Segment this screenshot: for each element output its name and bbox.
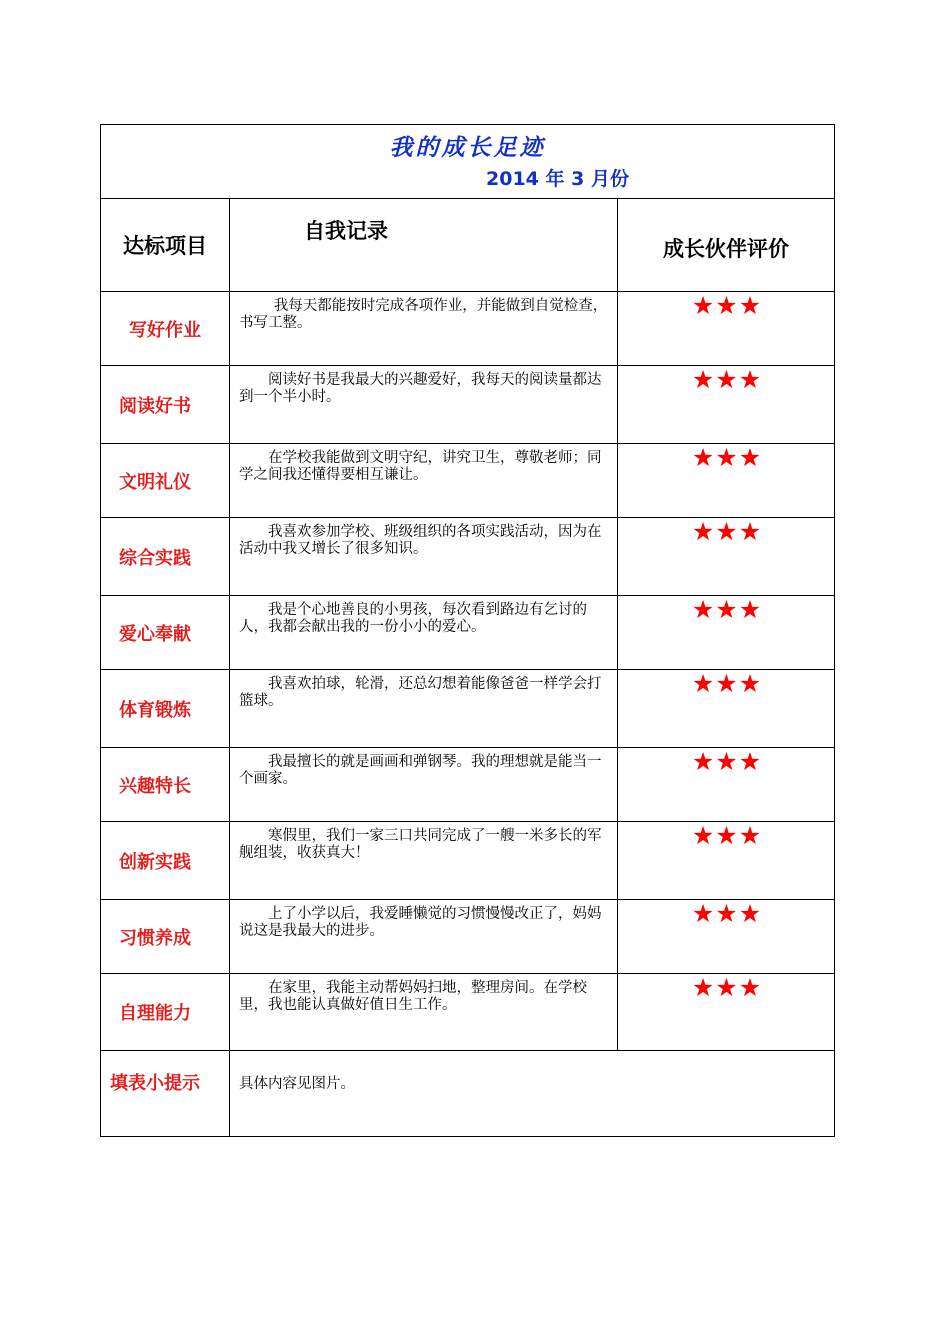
- header-evaluation: 成长伙伴评价: [618, 199, 835, 292]
- table-row: [101, 900, 835, 974]
- star-rating-icon: ★★★: [691, 899, 763, 928]
- table-row: [101, 518, 835, 596]
- row-record-text: 我喜欢参加学校、班级组织的各项实践活动，因为在活动中我又增长了很多知识。: [230, 518, 618, 596]
- table-row: [101, 822, 835, 900]
- row-evaluation: [618, 670, 835, 748]
- row-item-label: 兴趣特长: [101, 748, 230, 822]
- row-item-label: 写好作业: [101, 292, 230, 366]
- title-cell: [101, 125, 835, 199]
- row-evaluation: [618, 292, 835, 366]
- tip-text: 具体内容见图片。: [230, 1051, 835, 1137]
- star-rating-icon: ★★★: [691, 365, 763, 394]
- row-record-text: 上了小学以后，我爱睡懒觉的习惯慢慢改正了，妈妈说这是我最大的进步。: [230, 900, 618, 974]
- row-item-label: 习惯养成: [101, 900, 230, 974]
- row-item-label: 创新实践: [101, 822, 230, 900]
- table-row: [101, 596, 835, 670]
- star-rating-icon: ★★★: [691, 595, 763, 624]
- table-row: [101, 670, 835, 748]
- row-evaluation: [618, 900, 835, 974]
- row-evaluation: [618, 444, 835, 518]
- row-record-text: 我喜欢拍球，轮滑，还总幻想着能像爸爸一样学会打篮球。: [230, 670, 618, 748]
- star-rating-icon: ★★★: [691, 821, 763, 850]
- table-row: [101, 444, 835, 518]
- row-item-label: 阅读好书: [101, 366, 230, 444]
- star-rating-icon: ★★★: [691, 517, 763, 546]
- star-rating-icon: ★★★: [691, 669, 763, 698]
- header-item: 达标项目: [101, 199, 230, 292]
- row-item-label: 文明礼仪: [101, 444, 230, 518]
- row-evaluation: [618, 748, 835, 822]
- tip-row: [101, 1051, 835, 1137]
- tip-label: 填表小提示: [101, 1051, 230, 1137]
- row-item-label: 自理能力: [101, 974, 230, 1051]
- table-row: [101, 366, 835, 444]
- header-row: [101, 199, 835, 292]
- row-record-text: 我是个心地善良的小男孩，每次看到路边有乞讨的人，我都会献出我的一份小小的爱心。: [230, 596, 618, 670]
- star-rating-icon: ★★★: [691, 973, 763, 1002]
- page-subtitle: 2014 年 3 月份: [486, 168, 629, 190]
- row-evaluation: [618, 822, 835, 900]
- row-record-text: 寒假里，我们一家三口共同完成了一艘一米多长的军舰组装，收获真大！: [230, 822, 618, 900]
- star-rating-icon: ★★★: [691, 747, 763, 776]
- star-rating-icon: ★★★: [691, 443, 763, 472]
- row-record-text: 我最擅长的就是画画和弹钢琴。我的理想就是能当一个画家。: [230, 748, 618, 822]
- row-evaluation: [618, 974, 835, 1051]
- growth-record-table: [100, 124, 835, 1137]
- row-item-label: 综合实践: [101, 518, 230, 596]
- header-record: 自我记录: [230, 199, 618, 292]
- row-evaluation: [618, 596, 835, 670]
- row-evaluation: [618, 366, 835, 444]
- star-rating-icon: ★★★: [691, 291, 763, 320]
- row-item-label: 体育锻炼: [101, 670, 230, 748]
- row-record-text: 在家里，我能主动帮妈妈扫地，整理房间。在学校里，我也能认真做好值日生工作。: [230, 974, 618, 1051]
- title-row: [101, 125, 835, 199]
- page-title: 我的成长足迹: [389, 134, 546, 161]
- table-row: [101, 748, 835, 822]
- table-row: [101, 974, 835, 1051]
- row-record-text: 我每天都能按时完成各项作业，并能做到自觉检查，书写工整。: [230, 292, 618, 366]
- table-row: [101, 292, 835, 366]
- row-record-text: 在学校我能做到文明守纪，讲究卫生，尊敬老师；同学之间我还懂得要相互谦让。: [230, 444, 618, 518]
- row-evaluation: [618, 518, 835, 596]
- row-item-label: 爱心奉献: [101, 596, 230, 670]
- row-record-text: 阅读好书是我最大的兴趣爱好，我每天的阅读量都达到一个半小时。: [230, 366, 618, 444]
